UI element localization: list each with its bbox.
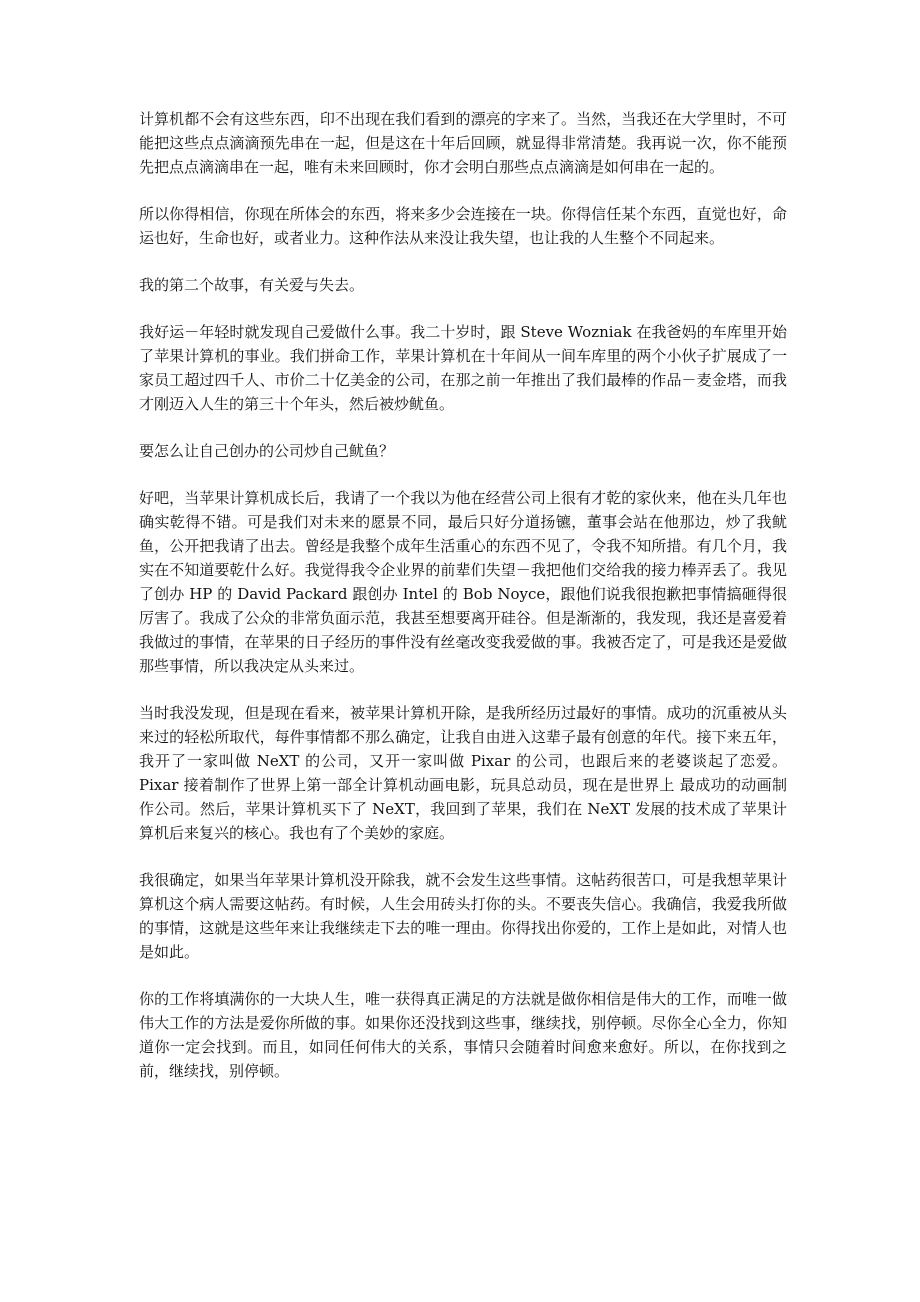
paragraph-4: 我好运－年轻时就发现自己爱做什么事。我二十岁时，跟 Steve Wozniak 在我爸妈的车库里开始了苹果计算机的事业。我们拼命工作，苹果计算机在十年间从一间车库里的两个小伙子扩展成了一家员工超过四千人、市价二十亿美金的公司，在那之前一年推出了我们最棒的作品－麦金塔，而我才刚迈入人生的第三十个年头，然后被炒鱿鱼。 (139, 323, 787, 413)
paragraph-3: 我的第二个故事，有关爱与失去。 (139, 276, 365, 294)
paragraph-9: 你的工作将填满你的一大块人生，唯一获得真正满足的方法就是做你相信是伟大的工作，而唯一做伟大工作的方法是爱你所做的事。如果你还没找到这些事，继续找，别停顿。尽你全心全力，你知道你一定会找到。而且，如同任何伟大的关系，事情只会随着时间愈来愈好。所以，在你找到之前，继续找，别停顿。 (139, 990, 787, 1080)
paragraph-6: 好吧，当苹果计算机成长后，我请了一个我以为他在经营公司上很有才乾的家伙来，他在头几年也确实乾得不错。可是我们对未来的愿景不同，最后只好分道扬镳，董事会站在他那边，炒了我鱿鱼，公开把我请了出去。曾经是我整个成年生活重心的东西不见了，令我不知所措。有几个月，我实在不知道要乾什么好。我觉得我令企业界的前辈们失望－我把他们交给我的接力棒弄丢了。我见了创办 HP 的 David Packard 跟创办 Intel 的 Bob Noyce，跟他们说我很抱歉把事情搞砸得很厉害了。我成了公众的非常负面示范，我甚至想要离开硅谷。但是渐渐的，我发现，我还是喜爱着我做过的事情，在苹果的日子经历的事件没有丝毫改变我爱做的事。我被否定了，可是我还是爱做那些事情，所以我决定从头来过。 (139, 489, 787, 675)
paragraph-2: 所以你得相信，你现在所体会的东西，将来多少会连接在一块。你得信任某个东西，直觉也好，命运也好，生命也好，或者业力。这种作法从来没让我失望，也让我的人生整个不同起来。 (139, 205, 787, 247)
document-body (139, 107, 787, 1106)
paragraph-1: 计算机都不会有这些东西，印不出现在我们看到的漂亮的字来了。当然，当我还在大学里时，不可能把这些点点滴滴预先串在一起，但是这在十年后回顾，就显得非常清楚。我再说一次，你不能预先把点点滴滴串在一起，唯有未来回顾时，你才会明白那些点点滴滴是如何串在一起的。 (139, 110, 787, 176)
paragraph-5: 要怎么让自己创办的公司炒自己鱿鱼？ (139, 442, 395, 460)
paragraph-8: 我很确定，如果当年苹果计算机没开除我，就不会发生这些事情。这帖药很苦口，可是我想苹果计算机这个病人需要这帖药。有时候，人生会用砖头打你的头。不要丧失信心。我确信，我爱我所做的事情，这就是这些年来让我继续走下去的唯一理由。你得找出你爱的，工作上是如此，对情人也是如此。 (139, 871, 787, 961)
paragraph-7: 当时我没发现，但是现在看来，被苹果计算机开除，是我所经历过最好的事情。成功的沉重被从头来过的轻松所取代，每件事情都不那么确定，让我自由进入这辈子最有创意的年代。接下来五年，我开了一家叫做 NeXT 的公司，又开一家叫做 Pixar 的公司，也跟后来的老婆谈起了恋爱。Pixar 接着制作了世界上第一部全计算机动画电影，玩具总动员，现在是世界上 最成功的动画制作公司。然后，苹果计算机买下了 NeXT，我回到了苹果，我们在 NeXT 发展的技术成了苹果计算机后来复兴的核心。我也有了个美妙的家庭。 (139, 704, 787, 842)
